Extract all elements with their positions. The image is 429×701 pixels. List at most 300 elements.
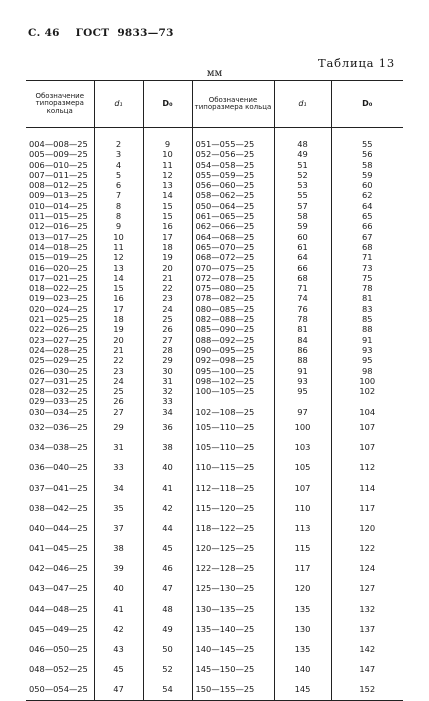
- table-row: [26, 659, 403, 679]
- table-row: [26, 273, 403, 283]
- cell-d1: 8: [94, 201, 143, 211]
- cell-d0: 16: [143, 221, 192, 231]
- cell-d1-2: 81: [274, 324, 331, 334]
- cell-d1-2: 93: [274, 376, 331, 386]
- cell-d1: 25: [94, 386, 143, 396]
- cell-d1: 20: [94, 335, 143, 345]
- cell-d0-2: 142: [331, 639, 403, 659]
- cell-d1-2: 117: [274, 558, 331, 578]
- cell-d0: 17: [143, 232, 192, 242]
- cell-d0: 32: [143, 386, 192, 396]
- cell-d1-2: 53: [274, 180, 331, 190]
- cell-d1: 42: [94, 619, 143, 639]
- cell-d0-2: 78: [331, 283, 403, 293]
- table-row: [26, 376, 403, 386]
- cell-d0: 19: [143, 252, 192, 262]
- cell-d0-2: 91: [331, 335, 403, 345]
- cell-designation-2: 082—088—25: [192, 314, 274, 324]
- cell-d0: 28: [143, 345, 192, 355]
- cell-d0-2: 147: [331, 659, 403, 679]
- cell-d0: 13: [143, 180, 192, 190]
- table-row: [26, 149, 403, 159]
- cell-d0: 38: [143, 437, 192, 457]
- table-row: [26, 639, 403, 659]
- table-row: [26, 180, 403, 190]
- cell-d1: 37: [94, 518, 143, 538]
- cell-d1-2: 84: [274, 335, 331, 345]
- table-body: [26, 128, 403, 701]
- cell-d0: 25: [143, 314, 192, 324]
- cell-d0: 21: [143, 273, 192, 283]
- table-row: [26, 190, 403, 200]
- column-header-d0: D₀: [143, 81, 192, 128]
- standard-label: ГОСТ: [75, 27, 110, 39]
- table-row: [26, 437, 403, 457]
- cell-d1: 18: [94, 314, 143, 324]
- cell-d1: 38: [94, 538, 143, 558]
- cell-designation-2: 135—140—25: [192, 619, 274, 639]
- cell-d1-2: 135: [274, 639, 331, 659]
- cell-d0: 45: [143, 538, 192, 558]
- cell-d0-2: 65: [331, 211, 403, 221]
- cell-designation-2: 122—128—25: [192, 558, 274, 578]
- cell-d1-2: [274, 396, 331, 406]
- standard-number: 9833—73: [117, 27, 174, 39]
- cell-d0-2: 68: [331, 242, 403, 252]
- table-row: [26, 211, 403, 221]
- cell-d0-2: 117: [331, 498, 403, 518]
- table-row: [26, 558, 403, 578]
- cell-d0-2: 93: [331, 345, 403, 355]
- cell-designation: 028—032—25: [29, 386, 88, 397]
- cell-designation-2: 052—056—25: [192, 149, 274, 159]
- cell-designation: 005—009—25: [29, 149, 88, 160]
- cell-designation: 018—022—25: [29, 283, 88, 294]
- cell-d1: 5: [94, 170, 143, 180]
- cell-d0-2: 95: [331, 355, 403, 365]
- cell-d1-2: 110: [274, 498, 331, 518]
- cell-d1: 22: [94, 355, 143, 365]
- cell-designation: 020—024—25: [29, 303, 88, 314]
- table-row: [26, 304, 403, 314]
- cell-designation-2: 064—068—25: [192, 232, 274, 242]
- cell-d1: 17: [94, 304, 143, 314]
- cell-d0: 46: [143, 558, 192, 578]
- cell-designation-2: 105—110—25: [192, 437, 274, 457]
- cell-d0: 42: [143, 498, 192, 518]
- cell-designation: 041—045—25: [29, 543, 88, 554]
- column-header-d0-2: D₀: [331, 81, 403, 128]
- table-row: [26, 386, 403, 396]
- cell-d0-2: 59: [331, 170, 403, 180]
- cell-d0: 11: [143, 160, 192, 170]
- cell-designation: 037—041—25: [29, 482, 88, 493]
- units-label: мм: [206, 68, 223, 79]
- cell-d1-2: 64: [274, 252, 331, 262]
- table-row: [26, 293, 403, 303]
- cell-d1: 6: [94, 180, 143, 190]
- table-spacer-row: [26, 128, 403, 140]
- cell-designation: 004—008—25: [29, 139, 88, 149]
- cell-designation: 022—026—25: [29, 324, 88, 335]
- cell-d0: 15: [143, 201, 192, 211]
- cell-d0-2: 58: [331, 160, 403, 170]
- cell-d1: 34: [94, 478, 143, 498]
- cell-d0: 50: [143, 639, 192, 659]
- cell-d1-2: 71: [274, 283, 331, 293]
- cell-d1: 11: [94, 242, 143, 252]
- cell-d1-2: 61: [274, 242, 331, 252]
- cell-designation-2: 065—070—25: [192, 242, 274, 252]
- cell-d0-2: 88: [331, 324, 403, 334]
- cell-d1-2: 66: [274, 263, 331, 273]
- cell-designation-2: 090—095—25: [192, 345, 274, 355]
- table-row: [26, 478, 403, 498]
- cell-d1-2: 135: [274, 599, 331, 619]
- cell-designation: 015—019—25: [29, 252, 88, 263]
- table-row: [26, 335, 403, 345]
- table-row: [26, 579, 403, 599]
- cell-designation: 007—011—25: [29, 169, 88, 180]
- cell-designation: 036—040—25: [29, 462, 88, 473]
- cell-d0-2: 85: [331, 314, 403, 324]
- table-row: [26, 345, 403, 355]
- cell-d0: 14: [143, 190, 192, 200]
- cell-d0: 30: [143, 366, 192, 376]
- cell-d0-2: 104: [331, 407, 403, 417]
- cell-designation-2: 092—098—25: [192, 355, 274, 365]
- cell-designation-2: 075—080—25: [192, 283, 274, 293]
- cell-d0-2: 55: [331, 139, 403, 149]
- cell-d1-2: 113: [274, 518, 331, 538]
- cell-d0: 18: [143, 242, 192, 252]
- cell-designation-2: 080—085—25: [192, 304, 274, 314]
- table-row: [26, 498, 403, 518]
- cell-designation-2: 120—125—25: [192, 538, 274, 558]
- cell-designation-2: 102—108—25: [192, 407, 274, 417]
- cell-d1: 23: [94, 366, 143, 376]
- cell-d1-2: 49: [274, 149, 331, 159]
- table-row: [26, 283, 403, 293]
- cell-designation: 012—016—25: [29, 221, 88, 232]
- cell-d1: 24: [94, 376, 143, 386]
- cell-d1-2: 60: [274, 232, 331, 242]
- cell-designation-2: 130—135—25: [192, 599, 274, 619]
- cell-d0-2: 81: [331, 293, 403, 303]
- cell-designation: 024—028—25: [29, 344, 88, 355]
- cell-d0: 22: [143, 283, 192, 293]
- cell-d0: 34: [143, 407, 192, 417]
- column-header-d1-2: d₁: [274, 81, 331, 128]
- cell-d1: 7: [94, 190, 143, 200]
- table-row: [26, 314, 403, 324]
- cell-designation: 027—031—25: [29, 375, 88, 386]
- cell-designation: 044—048—25: [29, 603, 88, 614]
- cell-d1: 15: [94, 283, 143, 293]
- cell-d1-2: 74: [274, 293, 331, 303]
- cell-d0-2: 83: [331, 304, 403, 314]
- cell-d0-2: 102: [331, 386, 403, 396]
- table-row: [26, 518, 403, 538]
- cell-d1-2: 52: [274, 170, 331, 180]
- cell-d1: 45: [94, 659, 143, 679]
- cell-d0-2: [331, 396, 403, 406]
- cell-d1: 43: [94, 639, 143, 659]
- cell-d1: 33: [94, 457, 143, 477]
- cell-d1-2: 145: [274, 679, 331, 700]
- cell-designation: 034—038—25: [29, 442, 88, 453]
- cell-designation-2: 115—120—25: [192, 498, 274, 518]
- table-row: [26, 242, 403, 252]
- cell-d1-2: 91: [274, 366, 331, 376]
- cell-d1-2: 97: [274, 407, 331, 417]
- cell-designation-2: [192, 396, 274, 406]
- cell-d0: 24: [143, 304, 192, 314]
- cell-d0-2: 62: [331, 190, 403, 200]
- column-header-d1: d₁: [94, 81, 143, 128]
- cell-designation: 019—023—25: [29, 293, 88, 304]
- table-row: [26, 139, 403, 149]
- cell-designation-2: 085—090—25: [192, 324, 274, 334]
- cell-designation: 006—010—25: [29, 159, 88, 170]
- table-row: [26, 417, 403, 437]
- cell-designation: 048—052—25: [29, 664, 88, 675]
- cell-d1: 10: [94, 232, 143, 242]
- cell-designation: 013—017—25: [29, 231, 88, 242]
- table-row: [26, 366, 403, 376]
- cell-d1: 40: [94, 579, 143, 599]
- cell-d0: 29: [143, 355, 192, 365]
- cell-d0-2: 67: [331, 232, 403, 242]
- cell-designation-2: 150—155—25: [192, 679, 274, 700]
- cell-d1: 29: [94, 417, 143, 437]
- cell-d1: 2: [94, 139, 143, 149]
- cell-designation-2: 062—066—25: [192, 221, 274, 231]
- table-row: [26, 160, 403, 170]
- cell-d0: 26: [143, 324, 192, 334]
- cell-designation-2: 061—065—25: [192, 211, 274, 221]
- cell-designation: 042—046—25: [29, 563, 88, 574]
- cell-d1-2: 115: [274, 538, 331, 558]
- cell-designation-2: 056—060—25: [192, 180, 274, 190]
- cell-d1-2: 48: [274, 139, 331, 149]
- cell-designation-2: 100—105—25: [192, 386, 274, 396]
- cell-d0: 54: [143, 679, 192, 700]
- cell-designation: 011—015—25: [29, 211, 88, 222]
- cell-designation: 023—027—25: [29, 334, 88, 345]
- cell-designation: 008—012—25: [29, 180, 88, 191]
- table-title: Таблица 13: [318, 56, 395, 70]
- cell-designation: 032—036—25: [29, 421, 88, 432]
- table-row: [26, 221, 403, 231]
- cell-d0: 23: [143, 293, 192, 303]
- cell-d0: 33: [143, 396, 192, 406]
- cell-d0-2: 114: [331, 478, 403, 498]
- cell-d1-2: 57: [274, 201, 331, 211]
- cell-d1: 26: [94, 396, 143, 406]
- cell-d1-2: 51: [274, 160, 331, 170]
- cell-designation: 043—047—25: [29, 583, 88, 594]
- cell-d1: 47: [94, 679, 143, 700]
- cell-d1: 35: [94, 498, 143, 518]
- table-row: [26, 355, 403, 365]
- cell-designation-2: 050—064—25: [192, 201, 274, 211]
- cell-designation: 025—029—25: [29, 355, 88, 366]
- cell-d1: 4: [94, 160, 143, 170]
- cell-d1: 27: [94, 407, 143, 417]
- cell-d1-2: 100: [274, 417, 331, 437]
- cell-d1: 31: [94, 437, 143, 457]
- cell-d1: 9: [94, 221, 143, 231]
- cell-designation-2: 055—059—25: [192, 170, 274, 180]
- cell-d0-2: 137: [331, 619, 403, 639]
- cell-designation-2: 058—062—25: [192, 190, 274, 200]
- cell-d0: 31: [143, 376, 192, 386]
- cell-d1: 14: [94, 273, 143, 283]
- cell-d0-2: 98: [331, 366, 403, 376]
- cell-designation: 017—021—25: [29, 272, 88, 283]
- cell-designation: 026—030—25: [29, 365, 88, 376]
- cell-designation: 014—018—25: [29, 241, 88, 252]
- cell-d0: 44: [143, 518, 192, 538]
- table-row: [26, 324, 403, 334]
- table-row: [26, 679, 403, 700]
- cell-d0: 20: [143, 263, 192, 273]
- cell-designation-2: 118—122—25: [192, 518, 274, 538]
- cell-d0-2: 107: [331, 437, 403, 457]
- column-header-designation-2: Обозначение типоразмера кольца: [192, 81, 274, 128]
- cell-designation-2: 072—078—25: [192, 273, 274, 283]
- table-row: [26, 396, 403, 406]
- cell-d1-2: 78: [274, 314, 331, 324]
- table-row: [26, 599, 403, 619]
- cell-d0-2: 73: [331, 263, 403, 273]
- cell-d0-2: 122: [331, 538, 403, 558]
- cell-designation-2: 105—110—25: [192, 417, 274, 437]
- dimensions-table: [26, 80, 403, 701]
- cell-d1-2: 130: [274, 619, 331, 639]
- table-row: [26, 263, 403, 273]
- cell-d1-2: 88: [274, 355, 331, 365]
- cell-d0-2: 75: [331, 273, 403, 283]
- cell-d0-2: 60: [331, 180, 403, 190]
- cell-designation-2: 054—058—25: [192, 160, 274, 170]
- cell-d0: 48: [143, 599, 192, 619]
- cell-d1: 21: [94, 345, 143, 355]
- cell-d1-2: 103: [274, 437, 331, 457]
- cell-d1: 3: [94, 149, 143, 159]
- cell-d0: 41: [143, 478, 192, 498]
- cell-designation: 009—013—25: [29, 190, 88, 201]
- cell-designation-2: 098—102—25: [192, 376, 274, 386]
- cell-designation-2: 095—100—25: [192, 366, 274, 376]
- cell-d0-2: 56: [331, 149, 403, 159]
- cell-designation-2: 078—082—25: [192, 293, 274, 303]
- cell-designation: 050—054—25: [26, 679, 94, 700]
- cell-designation-2: 070—075—25: [192, 263, 274, 273]
- cell-designation-2: 145—150—25: [192, 659, 274, 679]
- table-row: [26, 457, 403, 477]
- cell-d1-2: 55: [274, 190, 331, 200]
- table-row: [26, 170, 403, 180]
- cell-designation: 045—049—25: [29, 623, 88, 634]
- cell-designation: 021—025—25: [29, 314, 88, 325]
- cell-d0: 15: [143, 211, 192, 221]
- cell-designation: 029—033—25: [29, 396, 88, 407]
- cell-d0: 49: [143, 619, 192, 639]
- cell-d1-2: 86: [274, 345, 331, 355]
- cell-d0: 36: [143, 417, 192, 437]
- cell-d1: 8: [94, 211, 143, 221]
- cell-d0-2: 71: [331, 252, 403, 262]
- cell-d1-2: 59: [274, 221, 331, 231]
- cell-d1-2: 76: [274, 304, 331, 314]
- table-row: [26, 232, 403, 242]
- cell-d0-2: 64: [331, 201, 403, 211]
- cell-d0: 27: [143, 335, 192, 345]
- cell-d1: 41: [94, 599, 143, 619]
- cell-d0-2: 66: [331, 221, 403, 231]
- column-header-designation: Обозначение типоразмера кольца: [26, 81, 94, 128]
- cell-d1-2: 140: [274, 659, 331, 679]
- page-number: С. 46: [28, 27, 60, 39]
- cell-d1-2: 58: [274, 211, 331, 221]
- cell-d1: 12: [94, 252, 143, 262]
- cell-designation-2: 051—055—25: [192, 139, 274, 149]
- cell-d0-2: 100: [331, 376, 403, 386]
- cell-d0-2: 152: [331, 679, 403, 700]
- cell-d1: 13: [94, 263, 143, 273]
- cell-designation: 046—050—25: [29, 644, 88, 655]
- table-header-row: [26, 81, 403, 128]
- cell-designation-2: 112—118—25: [192, 478, 274, 498]
- cell-d1-2: 68: [274, 273, 331, 283]
- cell-d0: 12: [143, 170, 192, 180]
- cell-d1: 16: [94, 293, 143, 303]
- cell-d0: 40: [143, 457, 192, 477]
- page-header: [28, 27, 174, 39]
- cell-d0-2: 120: [331, 518, 403, 538]
- cell-designation: 010—014—25: [29, 200, 88, 211]
- cell-d1: 39: [94, 558, 143, 578]
- cell-d1-2: 105: [274, 457, 331, 477]
- cell-d0: 10: [143, 149, 192, 159]
- table-row: [26, 201, 403, 211]
- table-row: [26, 252, 403, 262]
- cell-designation-2: 068—072—25: [192, 252, 274, 262]
- cell-d0-2: 107: [331, 417, 403, 437]
- cell-designation: 038—042—25: [29, 502, 88, 513]
- cell-d1: 19: [94, 324, 143, 334]
- cell-designation-2: 088—092—25: [192, 335, 274, 345]
- cell-designation: 040—044—25: [29, 522, 88, 533]
- cell-d1-2: 95: [274, 386, 331, 396]
- cell-designation-2: 125—130—25: [192, 579, 274, 599]
- cell-d1-2: 120: [274, 579, 331, 599]
- cell-d0: 52: [143, 659, 192, 679]
- cell-designation-2: 110—115—25: [192, 457, 274, 477]
- cell-d0-2: 112: [331, 457, 403, 477]
- cell-designation: 016—020—25: [29, 262, 88, 273]
- cell-d0: 47: [143, 579, 192, 599]
- cell-designation: 030—034—25: [29, 406, 88, 417]
- cell-designation-2: 140—145—25: [192, 639, 274, 659]
- cell-d0: 9: [143, 139, 192, 149]
- cell-d0-2: 127: [331, 579, 403, 599]
- cell-d0-2: 132: [331, 599, 403, 619]
- cell-d1-2: 107: [274, 478, 331, 498]
- table-row: [26, 538, 403, 558]
